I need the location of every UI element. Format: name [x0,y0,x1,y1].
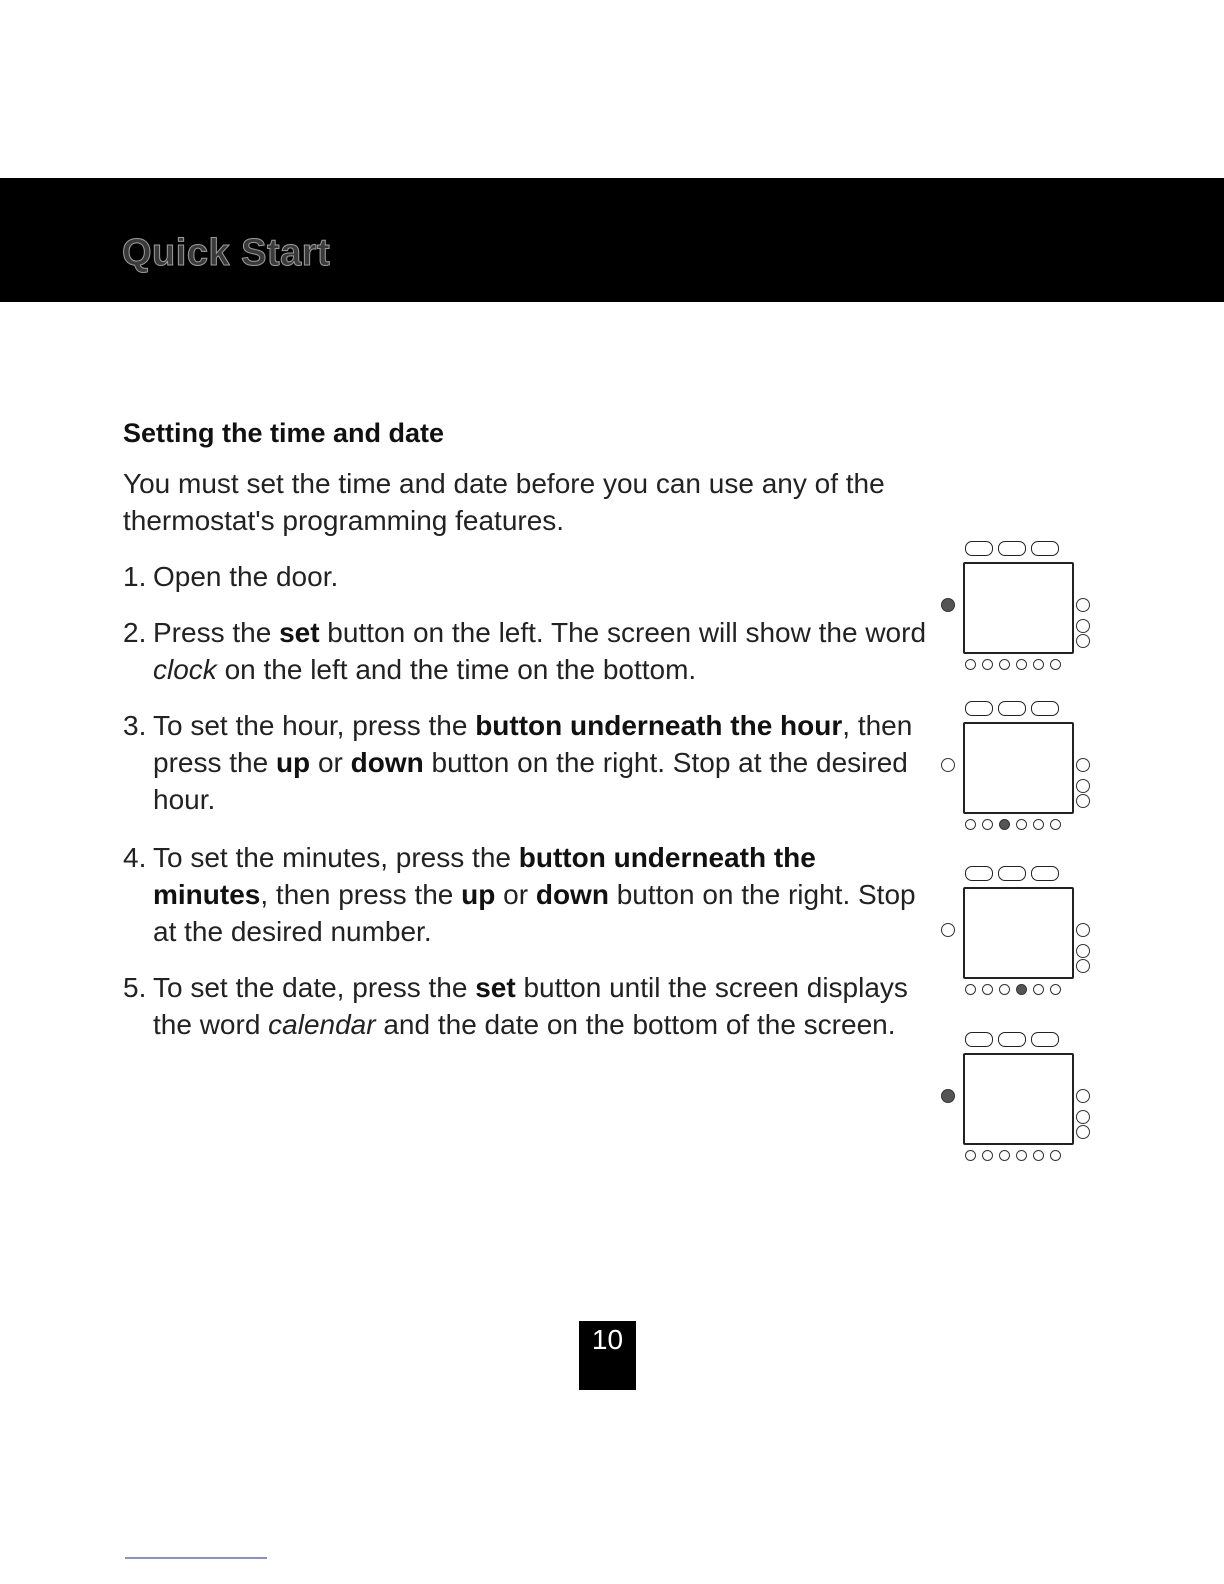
step-run: button on the right. Stop at the desired number. [153,879,916,947]
bottom-button [965,659,976,670]
device-screen [963,887,1074,979]
step-run: or [310,747,351,778]
bottom-button [982,984,993,995]
thermostat-diagram [940,1032,1100,1162]
device-screen [963,562,1074,654]
right-button [1076,634,1090,648]
bottom-button [999,984,1010,995]
bottom-button [982,659,993,670]
thermostat-diagram [940,541,1100,671]
right-button [1076,758,1090,772]
thermostat-diagram [940,866,1100,996]
bold-term: button underneath the hour [475,710,843,741]
bottom-button [965,984,976,995]
step-number: 1. [123,561,147,592]
bottom-button [1016,1150,1027,1161]
right-button [1076,1089,1090,1103]
thermostat-diagram [940,701,1100,831]
right-button [1076,944,1090,958]
right-button [1076,1110,1090,1124]
bottom-button [1050,1150,1061,1161]
step-number: 3. [123,710,147,741]
bold-term: set [475,972,516,1003]
step-number: 4. [123,842,147,873]
step-run: and the date on the bottom of the screen. [375,1009,896,1040]
step-run: button until the screen displays the word [153,972,908,1040]
top-pill-button [965,541,993,556]
top-pill-button [1031,541,1059,556]
right-button [1076,619,1090,633]
bottom-button [1033,984,1044,995]
bottom-button [982,1150,993,1161]
top-pill-button [965,701,993,716]
top-pill-button [998,1032,1026,1047]
step-1 [123,558,938,595]
right-button [1076,794,1090,808]
bottom-button [1033,659,1044,670]
bottom-button [1050,984,1061,995]
device-screen [963,1053,1074,1145]
step-text [153,558,938,595]
bottom-button [999,659,1010,670]
bottom-button [965,1150,976,1161]
step-run: , then press the [260,879,462,910]
step-run: To set the date, press the [153,972,476,1003]
bold-term: button underneath the minutes [153,842,816,910]
bottom-button [1016,819,1027,830]
top-pill-button [1031,701,1059,716]
italic-term: clock [153,654,217,685]
device-screen [963,722,1074,814]
right-button [1076,923,1090,937]
page-number: 10 [579,1321,636,1390]
step-5 [123,969,938,1043]
step-number: 5. [123,972,147,1003]
bottom-button [982,819,993,830]
top-pill-button [1031,866,1059,881]
step-run: on the left and the time on the bottom. [216,654,697,685]
bottom-button [999,1150,1010,1161]
bold-term: down [350,747,424,778]
step-3 [123,707,938,818]
step-run: button on the right. Stop at the desired hour. [153,747,908,815]
step-run: Press the [153,617,280,648]
step-text [153,839,938,950]
step-2 [123,614,938,688]
step-run: To set the hour, press the [153,710,476,741]
step-run: or [495,879,536,910]
step-4 [123,839,938,950]
bottom-button [1033,1150,1044,1161]
bold-term: up [275,747,311,778]
top-pill-button [998,541,1026,556]
bold-term: up [461,879,496,910]
italic-term: calendar [268,1009,376,1040]
step-run: , then press the [153,710,913,778]
right-button [1076,598,1090,612]
step-number: 2. [123,617,147,648]
section-heading: Setting the time and date [123,418,445,448]
step-text [153,969,938,1043]
left-button [941,1089,955,1103]
bottom-button [1033,819,1044,830]
bold-term: set [279,617,320,648]
top-pill-button [965,1032,993,1047]
intro-paragraph: You must set the time and date before you can use any of the thermostat's programming features. [123,468,885,536]
top-pill-button [1031,1032,1059,1047]
bottom-button [965,819,976,830]
left-button [941,598,955,612]
step-run: To set the minutes, press the [153,842,519,873]
step-text [153,614,938,688]
left-button [941,923,955,937]
bottom-button [1016,984,1027,995]
bottom-button [999,819,1010,830]
page-title: Quick Start [122,232,331,274]
step-text [153,707,938,818]
top-pill-button [965,866,993,881]
top-pill-button [998,701,1026,716]
step-run: button on the left. The screen will show the word [319,617,927,648]
top-pill-button [998,866,1026,881]
bottom-button [1016,659,1027,670]
right-button [1076,779,1090,793]
bottom-button [1050,659,1061,670]
bottom-button [1050,819,1061,830]
step-run: Open the door. [153,561,339,592]
right-button [1076,959,1090,973]
bold-term: down [535,879,609,910]
right-button [1076,1125,1090,1139]
footer-rule [125,1557,267,1559]
left-button [941,758,955,772]
